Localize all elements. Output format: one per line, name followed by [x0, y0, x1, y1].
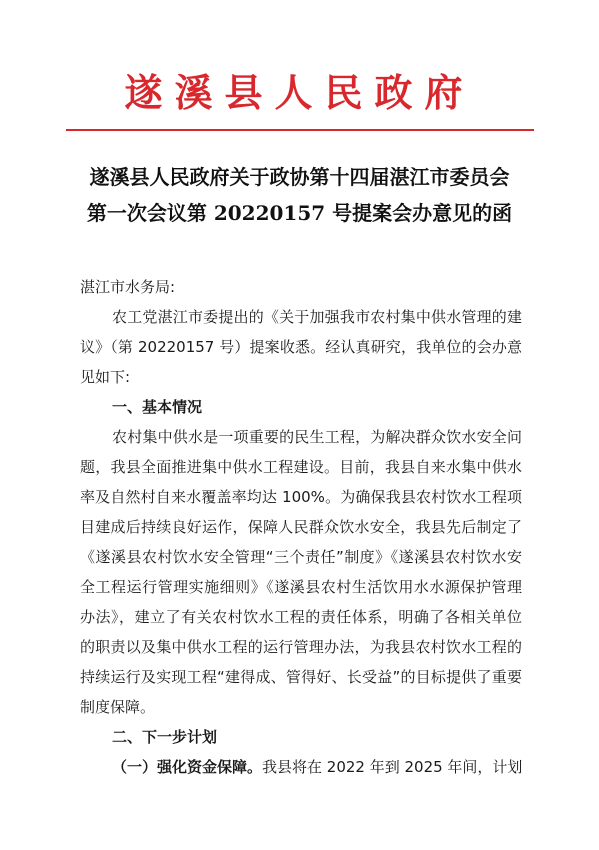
- paragraph-intro: 农工党湛江市委提出的《关于加强我市农村集中供水管理的建议》（第 20220157 号）提案收悉。经认真研究，我单位的会办意见如下:: [80, 308, 522, 386]
- section-heading-basic-situation: 一、基本情况: [112, 398, 203, 416]
- issuing-authority-header: 遂溪县人民政府: [124, 70, 475, 115]
- document-title-line-2: 第一次会议第 20220157 号提案会办意见的函: [86, 201, 513, 225]
- paragraph-funding: [80, 752, 522, 782]
- section-heading-next-plan: 二、下一步计划: [112, 728, 218, 746]
- header-red-rule: [66, 129, 534, 131]
- document-title-line-1: 遂溪县人民政府关于政协第十四届湛江市委员会: [89, 165, 510, 189]
- paragraph-funding-lead: （一）强化资金保障。: [112, 758, 263, 776]
- paragraph-basic-situation: 农村集中供水是一项重要的民生工程，为解决群众饮水安全问题，我县全面推进集中供水工程建设。目前，我县自来水集中供水率及自然村自来水覆盖率均达 100%。为确保我县农村饮水工程项目建成后持续良好运作，保障人民群众饮水安全，我县先后制定了《遂溪县农村饮水安全管理“三个责任”制度》《遂溪县农村饮水安全工程运行管理实施细则》《遂溪县农村生活饮用水水源保护管理办法》，建立了有关农村饮水工程的责任体系，明确了各相关单位的职责以及集中供水工程的运行管理办法，为我县农村饮水工程的持续运行及实现工程“建得成、管得好、长受益”的目标提供了重要制度保障。: [80, 428, 522, 716]
- paragraph-funding-text: 我县将在 2022 年到 2025 年间，计划: [262, 758, 522, 776]
- addressee: 湛江市水务局:: [80, 278, 176, 296]
